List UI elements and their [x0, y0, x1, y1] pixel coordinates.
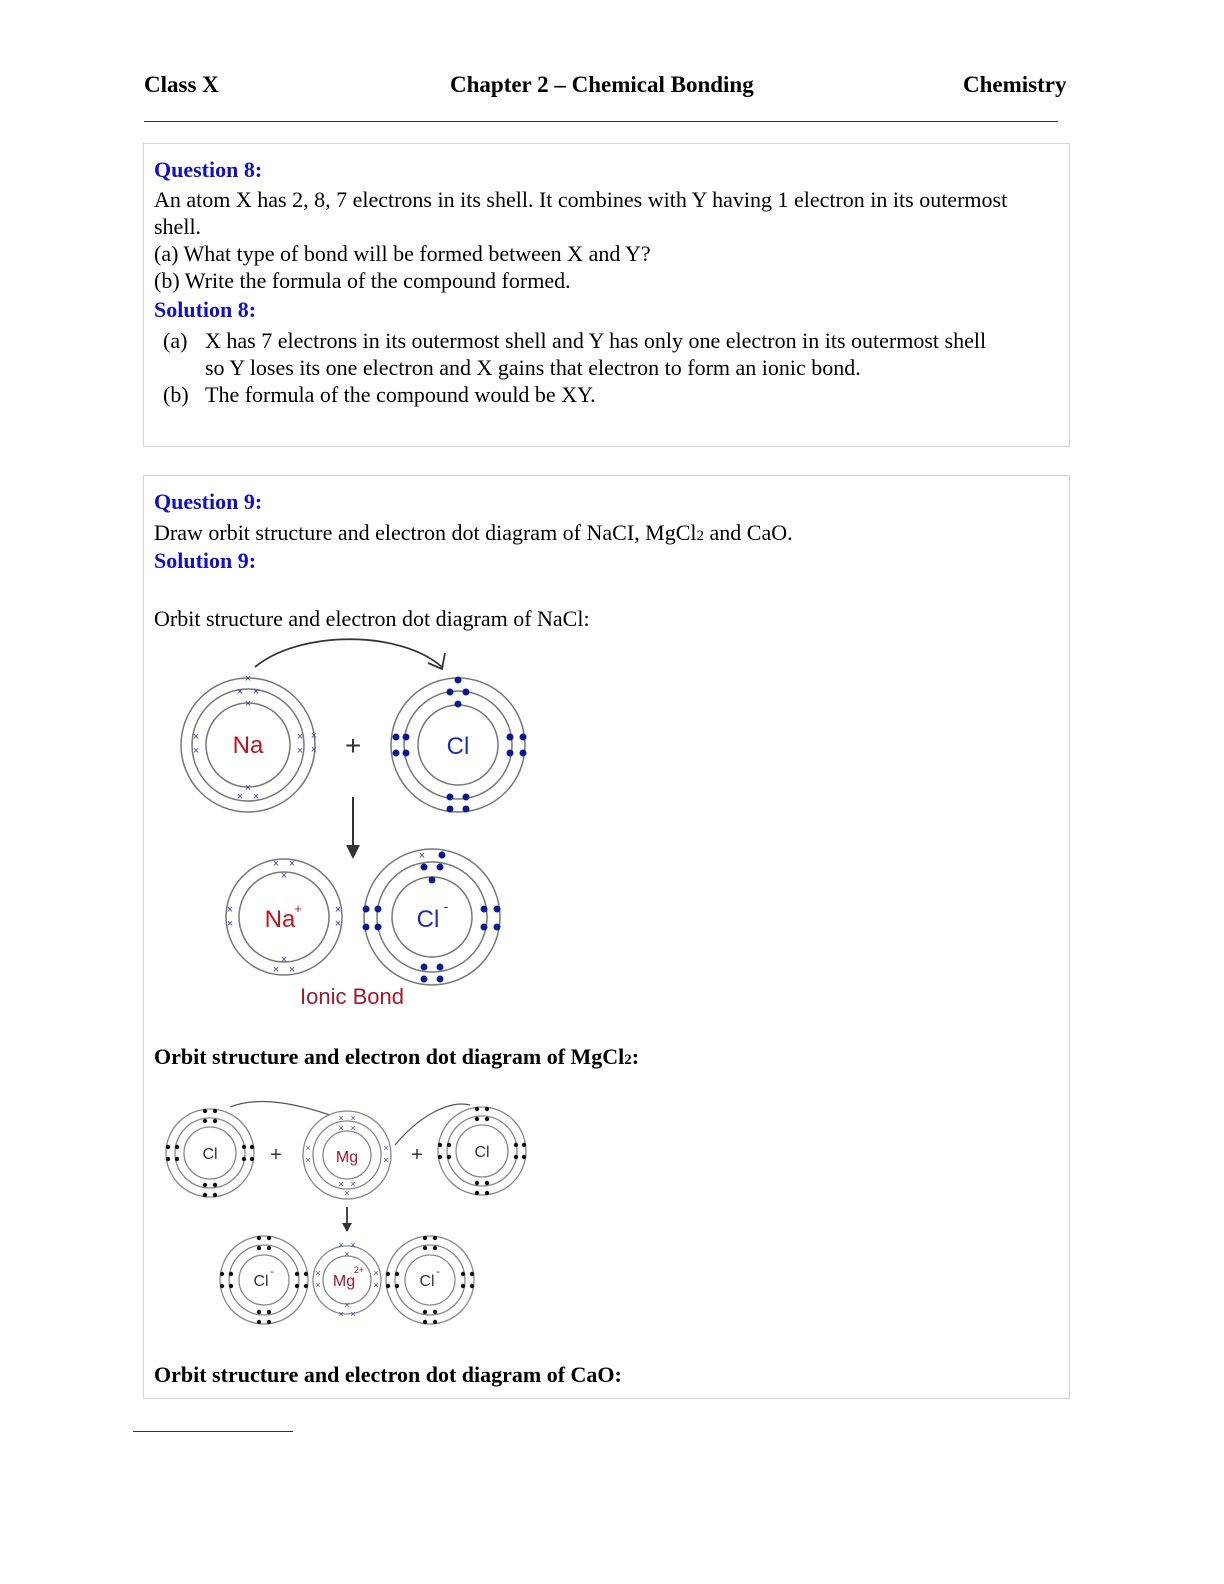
nacl-diagram [170, 635, 540, 1015]
svg-text:×: × [338, 1309, 344, 1319]
question-8-label: Question 8: [154, 157, 263, 182]
plus-sign: + [344, 730, 362, 761]
svg-text:×: × [236, 686, 244, 698]
svg-text:×: × [305, 1155, 311, 1165]
mgcl2-cl-ion-left-charge: - [270, 1266, 274, 1278]
svg-text:×: × [350, 1240, 356, 1250]
solution-8-label: Solution 8: [154, 297, 257, 322]
svg-text:×: × [192, 731, 200, 743]
svg-text:×: × [244, 698, 252, 710]
mgcl2-cl-left-symbol: Cl [202, 1146, 218, 1163]
mgcl2-mg-ion [313, 1240, 381, 1319]
na-ion-charge: + [294, 901, 302, 916]
na-ion-symbol: Na [264, 906, 296, 933]
mgcl2-plus-right: + [411, 1144, 423, 1166]
svg-text:×: × [272, 964, 280, 976]
answer-8a-marker: (a) [163, 328, 188, 353]
svg-text:×: × [288, 964, 296, 976]
question-9-text-pre: Draw orbit structure and electron dot diagram of NaCI, MgCl [154, 520, 697, 545]
svg-text:×: × [252, 791, 260, 803]
cl-ion [363, 849, 501, 985]
header-rule [144, 121, 1058, 122]
svg-text:×: × [192, 745, 200, 757]
mgcl2-plus-left: + [270, 1144, 282, 1166]
ionic-bond-caption: Ionic Bond [300, 984, 404, 1009]
nacl-heading: Orbit structure and electron dot diagram of NaCl: [154, 606, 590, 631]
svg-text:×: × [373, 1268, 379, 1278]
svg-text:×: × [338, 1123, 344, 1133]
mgcl2-cl-right-atom [438, 1107, 526, 1195]
mgcl2-heading-pre: Orbit structure and electron dot diagram of MgCl [154, 1044, 625, 1069]
footer-rule [133, 1431, 293, 1432]
mgcl2-diagram [160, 1095, 540, 1335]
svg-text:×: × [338, 1179, 344, 1189]
header-chapter: Chapter 2 – Chemical Bonding [450, 72, 754, 97]
cl-atom [391, 677, 527, 813]
electron-transfer-arrow [255, 639, 442, 667]
svg-text:×: × [344, 1188, 350, 1198]
mgcl2-mg-symbol: Mg [335, 1149, 359, 1166]
question-8-text-line2: shell. [154, 214, 202, 239]
na-atom [181, 673, 317, 812]
svg-text:×: × [272, 858, 280, 870]
svg-text:×: × [310, 730, 318, 742]
svg-text:×: × [334, 904, 342, 916]
question-9-text-post: and CaO. [704, 520, 793, 545]
cl-ion-charge: - [443, 898, 449, 914]
mgcl2-mg-atom [303, 1111, 391, 1199]
svg-text:×: × [344, 1249, 350, 1259]
svg-text:×: × [418, 850, 426, 862]
svg-text:×: × [350, 1179, 356, 1189]
svg-text:×: × [252, 686, 260, 698]
mgcl2-heading-post: : [631, 1044, 640, 1069]
question-9-subscript: 2 [696, 528, 705, 544]
svg-text:×: × [383, 1155, 389, 1165]
answer-8a-line1: X has 7 electrons in its outermost shell and Y has only one electron in its outermost shell [205, 328, 987, 353]
mgcl2-cl-ion-left-symbol: Cl [253, 1273, 269, 1290]
mgcl2-heading [154, 1043, 639, 1074]
question-8-part-b: (b) Write the formula of the compound formed. [154, 268, 571, 293]
svg-text:×: × [350, 1123, 356, 1133]
svg-text:×: × [288, 858, 296, 870]
cl-ion-symbol: Cl [416, 906, 440, 933]
header-subject: Chemistry [963, 72, 1067, 97]
svg-text:×: × [296, 745, 304, 757]
svg-text:×: × [315, 1268, 321, 1278]
svg-text:×: × [350, 1113, 356, 1123]
cl-symbol: Cl [446, 733, 470, 760]
question-9-text [154, 519, 793, 550]
na-ion [226, 858, 342, 976]
mgcl2-heading-subscript: 2 [624, 1052, 632, 1068]
svg-text:×: × [244, 673, 252, 685]
svg-text:×: × [383, 1143, 389, 1153]
svg-text:×: × [226, 904, 234, 916]
svg-text:×: × [350, 1309, 356, 1319]
mgcl2-cl-right-symbol: Cl [474, 1144, 490, 1161]
mgcl2-cl-ion-left [220, 1236, 308, 1324]
question-9-label: Question 9: [154, 489, 263, 514]
question-8-text-line1: An atom X has 2, 8, 7 electrons in its shell. It combines with Y having 1 electron in its outermost [154, 187, 1008, 212]
mgcl2-mg-ion-charge: 2+ [353, 1265, 365, 1275]
svg-text:×: × [338, 1113, 344, 1123]
svg-text:×: × [344, 1300, 350, 1310]
svg-text:×: × [305, 1143, 311, 1153]
svg-text:×: × [373, 1280, 379, 1290]
answer-8b-marker: (b) [163, 382, 189, 407]
svg-text:×: × [226, 918, 234, 930]
answer-8b-line1: The formula of the compound would be XY. [205, 382, 596, 407]
svg-text:×: × [236, 791, 244, 803]
na-symbol: Na [232, 732, 264, 759]
svg-text:×: × [315, 1280, 321, 1290]
svg-text:×: × [296, 731, 304, 743]
mgcl2-cl-left-atom [166, 1109, 254, 1197]
svg-text:×: × [280, 954, 288, 966]
svg-text:×: × [280, 870, 288, 882]
mgcl2-mg-ion-symbol: Mg [332, 1273, 356, 1290]
cao-heading: Orbit structure and electron dot diagram of CaO: [154, 1362, 622, 1387]
svg-text:×: × [244, 782, 252, 794]
mgcl2-cl-ion-right [386, 1236, 474, 1324]
mgcl2-cl-ion-right-charge: - [436, 1266, 440, 1278]
svg-text:×: × [338, 1240, 344, 1250]
svg-text:×: × [334, 918, 342, 930]
question-8-part-a: (a) What type of bond will be formed between X and Y? [154, 241, 651, 266]
mgcl2-cl-ion-right-symbol: Cl [419, 1273, 435, 1290]
header-class: Class X [144, 72, 219, 97]
solution-9-label: Solution 9: [154, 548, 257, 573]
answer-8a-line2: so Y loses its one electron and X gains that electron to form an ionic bond. [205, 355, 861, 380]
svg-text:×: × [310, 744, 318, 756]
